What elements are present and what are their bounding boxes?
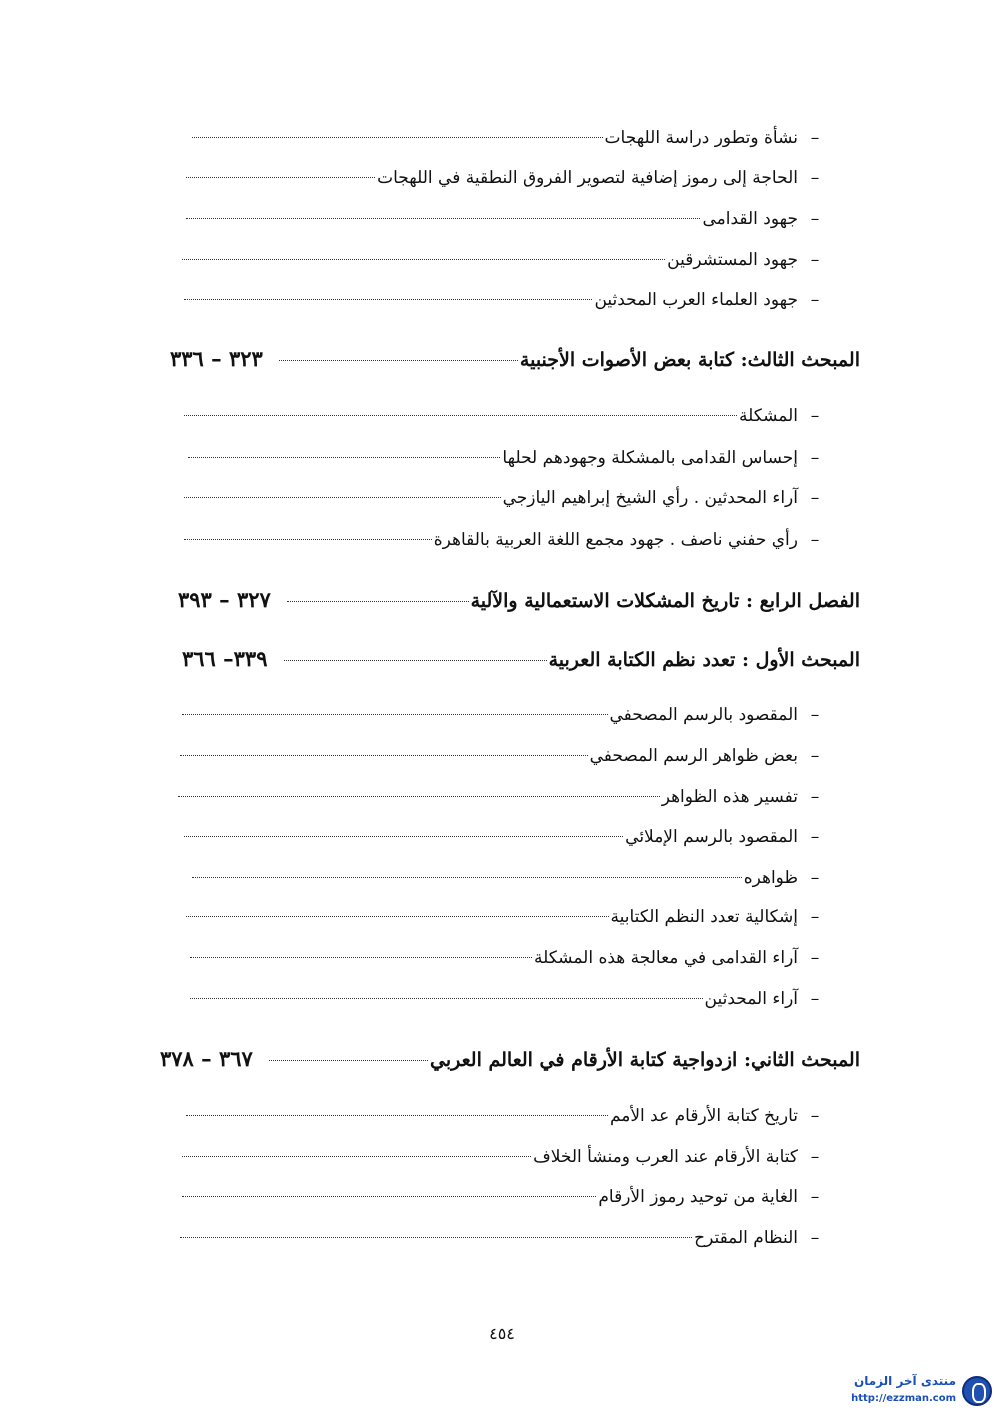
toc-section-heading	[182, 646, 860, 671]
toc-entry	[182, 406, 832, 426]
toc-entry-label: آراء المحدثين	[704, 989, 798, 1009]
dot-leader	[186, 177, 375, 178]
toc-entry-label: كتابة الأرقام عند العرب ومنشأ الخلاف	[533, 1147, 798, 1167]
bullet-dash: –	[810, 827, 820, 847]
bullet-dash: –	[810, 250, 820, 270]
dot-leader	[287, 601, 469, 602]
toc-entry-label: إشكالية تعدد النظم الكتابية	[610, 907, 798, 927]
toc-entry-label: بعض ظواهر الرسم المصحفي	[589, 746, 798, 766]
toc-entry	[180, 1147, 832, 1167]
toc-entry-label: جهود القدامى	[702, 209, 798, 229]
dot-leader	[184, 497, 501, 498]
toc-entry	[184, 168, 832, 188]
dot-leader	[184, 299, 592, 300]
bullet-dash: –	[810, 787, 820, 807]
toc-entry	[182, 530, 832, 550]
toc-entry-label: تفسير هذه الظواهر	[661, 787, 798, 807]
toc-entry-label: نشأة وتطور دراسة اللهجات	[604, 128, 798, 148]
toc-chapter-heading	[178, 587, 860, 612]
watermark-url: http://ezzman.com	[851, 1393, 956, 1404]
toc-entry	[176, 787, 832, 807]
watermark-name: منتدى آخر الزمان	[854, 1374, 956, 1388]
bullet-dash: –	[810, 907, 820, 927]
bullet-dash: –	[810, 128, 820, 148]
toc-entry	[178, 1228, 832, 1248]
toc-entry-label: ظواهره	[743, 868, 798, 888]
dot-leader	[190, 998, 703, 999]
bullet-dash: –	[810, 989, 820, 1009]
bullet-dash: –	[810, 406, 820, 426]
bullet-dash: –	[810, 290, 820, 310]
toc-entry-label: إحساس القدامى بالمشكلة وجهودهم لحلها	[502, 448, 798, 468]
toc-section-heading	[170, 346, 860, 371]
dot-leader	[180, 755, 588, 756]
forum-logo-icon	[962, 1376, 992, 1406]
toc-entry	[190, 868, 832, 888]
toc-entry	[182, 290, 832, 310]
bullet-dash: –	[810, 948, 820, 968]
dot-leader	[188, 457, 500, 458]
bullet-dash: –	[810, 1187, 820, 1207]
dot-leader	[184, 539, 432, 540]
dot-leader	[192, 137, 603, 138]
toc-entry-label: المقصود بالرسم الإملائي	[625, 827, 798, 847]
bullet-dash: –	[810, 1228, 820, 1248]
toc-entry	[184, 1106, 832, 1126]
bullet-dash: –	[810, 530, 820, 550]
forum-watermark	[802, 1372, 992, 1412]
toc-entry	[180, 705, 832, 725]
page-range: ٣٢٣ – ٣٣٦	[170, 346, 263, 371]
bullet-dash: –	[810, 1147, 820, 1167]
chapter-title: الفصل الرابع : تاريخ المشكلات الاستعمالية والآلية	[470, 590, 860, 612]
page-range: ٣٢٧ – ٣٩٣	[178, 587, 271, 612]
dot-leader	[182, 1196, 596, 1197]
dot-leader	[279, 360, 518, 361]
bullet-dash: –	[810, 746, 820, 766]
toc-entry-label: المشكلة	[738, 406, 798, 426]
toc-entry	[182, 488, 832, 508]
toc-entry-label: المقصود بالرسم المصحفي	[609, 705, 798, 725]
dot-leader	[180, 1237, 692, 1238]
toc-entry	[188, 948, 832, 968]
page-number: ٤٥٤	[489, 1324, 515, 1343]
toc-entry	[180, 250, 832, 270]
toc-entry-label: آراء القدامى في معالجة هذه المشكلة	[534, 948, 798, 968]
dot-leader	[190, 957, 532, 958]
toc-entry	[188, 989, 832, 1009]
page-range: ٣٦٧ – ٣٧٨	[160, 1046, 253, 1071]
toc-entry	[182, 827, 832, 847]
toc-entry	[180, 1187, 832, 1207]
toc-entry-label: تاريخ كتابة الأرقام عد الأمم	[609, 1106, 798, 1126]
bullet-dash: –	[810, 1106, 820, 1126]
toc-entry-label: آراء المحدثين . رأي الشيخ إبراهيم اليازجي	[502, 488, 798, 508]
dot-leader	[186, 218, 700, 219]
toc-entry-label: رأي حفني ناصف . جهود مجمع اللغة العربية بالقاهرة	[433, 530, 798, 550]
dot-leader	[186, 916, 609, 917]
toc-entry	[190, 128, 832, 148]
toc-entry-label: جهود العلماء العرب المحدثين	[594, 290, 798, 310]
dot-leader	[184, 415, 737, 416]
dot-leader	[182, 714, 608, 715]
toc-entry	[184, 907, 832, 927]
bullet-dash: –	[810, 168, 820, 188]
toc-entry-label: الحاجة إلى رموز إضافية لتصوير الفروق النطقية في اللهجات	[377, 168, 798, 188]
toc-section-heading	[160, 1046, 860, 1071]
page-range: ٣٣٩– ٣٦٦	[182, 646, 268, 671]
dot-leader	[178, 796, 660, 797]
section-title: المبحث الأول : تعدد نظم الكتابة العربية	[548, 649, 860, 671]
bullet-dash: –	[810, 488, 820, 508]
dot-leader	[182, 1156, 531, 1157]
dot-leader	[186, 1115, 608, 1116]
dot-leader	[182, 259, 665, 260]
dot-leader	[284, 660, 547, 661]
dot-leader	[192, 877, 742, 878]
bullet-dash: –	[810, 705, 820, 725]
dot-leader	[184, 836, 623, 837]
toc-entry	[178, 746, 832, 766]
section-title: المبحث الثالث: كتابة بعض الأصوات الأجنبية	[519, 349, 860, 371]
toc-entry-label: جهود المستشرقين	[667, 250, 798, 270]
section-title: المبحث الثاني: ازدواجية كتابة الأرقام في العالم العربي	[430, 1049, 860, 1071]
toc-entry	[184, 209, 832, 229]
dot-leader	[269, 1060, 428, 1061]
toc-entry	[186, 448, 832, 468]
bullet-dash: –	[810, 868, 820, 888]
bullet-dash: –	[810, 448, 820, 468]
toc-entry-label: النظام المقترح	[694, 1228, 798, 1248]
toc-entry-label: الغاية من توحيد رموز الأرقام	[598, 1187, 798, 1207]
bullet-dash: –	[810, 209, 820, 229]
